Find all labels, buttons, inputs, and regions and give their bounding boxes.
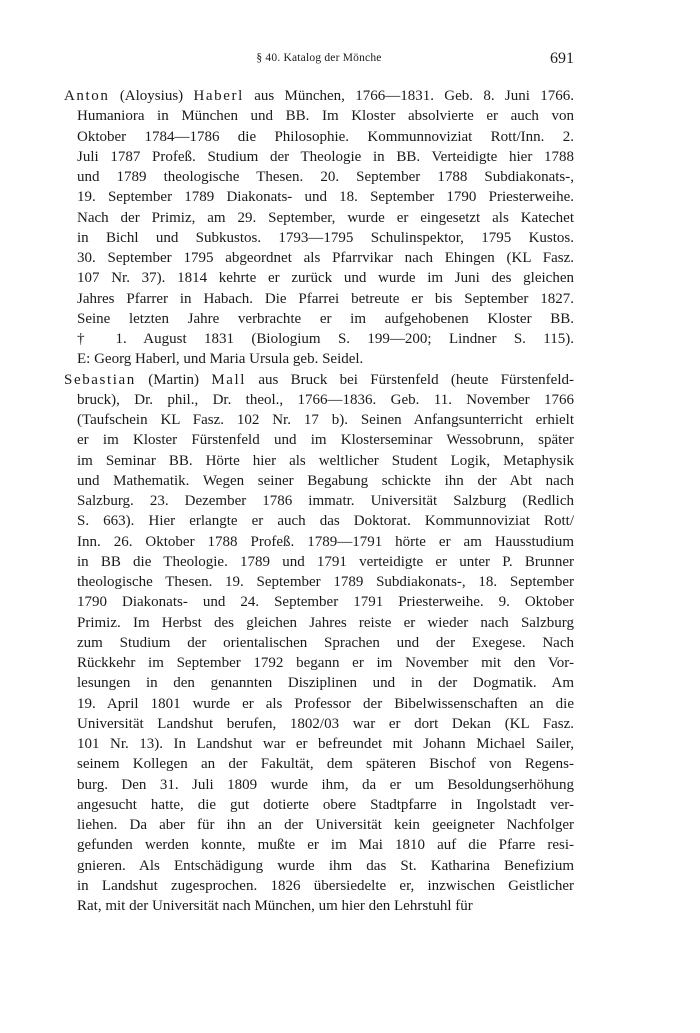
line-text: Jahres Pfarrer in Habach. Die Pfarrei betreute er bis September 1827. [77,290,574,307]
line-text: Salzburg. 23. Dezember 1786 immatr. Universität Salzburg (Redlich [77,493,574,509]
entry-text-line [64,228,574,248]
entry-text-line [64,532,574,552]
entry-text-line [64,410,574,430]
line-text: im Seminar BB. Hörte hier als weltlicher Student Logik, Metaphysik [77,452,574,469]
entry-text-line [64,896,574,916]
line-text: Rat, mit der Universität nach München, um hier den Lehrstuhl für [77,898,473,914]
line-text: theologische Thesen. 19. September 1789 Subdiakonats-, 18. September [77,574,574,590]
line-text: † 1. August 1831 (Biologium S. 199—200; Lindner S. 115). [77,331,574,347]
running-head: § 40. Katalog der Mönche [256,52,382,64]
entry-text-line [64,309,574,329]
entry-text-line [64,552,574,572]
line-text: und Mathematik. Wegen seiner Begabung schickte ihn der Abt nach [77,472,574,489]
line-text: 30. September 1795 abgeordnet als Pfarrvikar nach Ehingen (KL Fasz. [77,250,574,266]
entry-text-line [64,167,574,187]
entry-text-line [64,451,574,471]
entry-text-line [64,876,574,896]
line-text: Humaniora in München und BB. Im Kloster absolvierte er auch von [77,108,574,125]
entry-text-line [64,268,574,288]
entry-text-line [64,815,574,835]
line-text: angesucht hatte, die gut dotierte obere Stadtpfarre in Ingolstadt ver- [77,796,574,813]
line-text: zum Studium der orientalischen Sprachen und der Exegese. Nach [77,634,574,651]
entry-heading-line [64,86,574,106]
body-text [64,86,574,916]
line-text: 101 Nr. 13). In Landshut war er befreundet mit Johann Michael Sailer, [77,736,574,752]
line-text: seinem Kollegen an der Fakultät, dem späteren Bischof von Regens- [77,756,574,773]
line-text: in Bichl und Subkustos. 1793—1795 Schulinspektor, 1795 Kustos. [77,229,574,246]
line-text: (Taufschein KL Fasz. 102 Nr. 17 b). Seinen Anfangsunterricht erhielt [77,412,574,428]
line-text: Primiz. Im Herbst des gleichen Jahres reiste er wieder nach Salzburg [77,614,574,631]
entry-text-line [64,856,574,876]
page-number: 691 [550,50,574,67]
entry-text-line [64,329,574,349]
line-text: 107 Nr. 37). 1814 kehrte er zurück und wurde im Juni des gleichen [77,270,574,287]
entry-text-line [64,775,574,795]
line-text: 19. April 1801 wurde er als Professor der Bibelwissenschaften an die [77,695,574,712]
entry-text-line [64,390,574,410]
line-text: aus München, 1766—1831. Geb. 8. Juni 1766. [243,88,574,104]
line-text: 1790 Diakonats- und 24. September 1791 Priesterweihe. 9. Oktober [77,594,574,611]
entry-text-line [64,835,574,855]
entry-text-line [64,430,574,450]
monk-name: Anton [64,88,110,104]
line-text: Seine letzten Jahre verbrachte er im aufgehobenen Kloster BB. [77,310,574,327]
line-text: E: Georg Haberl, und Maria Ursula geb. Seidel. [77,351,364,368]
entry-text-line [64,208,574,228]
line-text: Juli 1787 Profeß. Studium der Theologie in BB. Verteidigte hier 1788 [77,148,574,165]
line-text: und 1789 theologische Thesen. 20. September 1788 Subdiakonats-, [77,169,574,185]
line-text: in BB die Theologie. 1789 und 1791 verteidigte er unter P. Brunner [77,553,574,570]
entry-text-line [64,471,574,491]
secular-name: (Martin) [135,371,212,388]
entry-text-line [64,754,574,774]
entry-text-line [64,289,574,309]
entry-text-line [64,714,574,734]
secular-name: (Aloysius) [109,88,194,104]
line-text: burg. Den 31. Juli 1809 wurde ihm, da er um Besoldungserhöhung [77,776,574,793]
line-text: Oktober 1784—1786 die Philosophie. Kommunnoviziat Rott/Inn. 2. [77,128,574,145]
entry-heading-line [64,370,574,390]
entry-text-line [64,349,574,369]
line-text: Rückkehr im September 1792 begann er im November mit den Vor- [77,655,574,671]
entry-text-line [64,795,574,815]
line-text: Inn. 26. Oktober 1788 Profeß. 1789—1791 hörte er am Hausstudium [77,533,574,550]
entry-text-line [64,187,574,207]
entry-text-line [64,511,574,531]
line-text: 19. September 1789 Diakonats- und 18. September 1790 Priesterweihe. [77,189,574,206]
entry-text-line [64,613,574,633]
line-text: er im Kloster Fürstenfeld und im Klosterseminar Wessobrunn, später [77,432,574,449]
entry-text-line [64,147,574,167]
entry-text-line [64,491,574,511]
entry-text-line [64,248,574,268]
catalog-entry [64,86,574,370]
monk-name: Sebastian [64,371,136,388]
entry-text-line [64,633,574,653]
catalog-entry [64,370,574,917]
line-text: bruck), Dr. phil., Dr. theol., 1766—1836. Geb. 11. November 1766 [77,391,574,408]
entry-text-line [64,673,574,693]
entry-text-line [64,572,574,592]
line-text: in Landshut zugesprochen. 1826 übersiedelte er, inzwischen Geistlicher [77,877,574,894]
entry-text-line [64,653,574,673]
entry-text-line [64,694,574,714]
monk-surname: Mall [211,371,247,388]
monk-surname: Haberl [193,88,244,104]
line-text: gnieren. Als Entschädigung wurde ihm das St. Katharina Benefizium [77,857,574,874]
page-header [64,52,574,76]
entry-text-line [64,734,574,754]
line-text: Universität Landshut berufen, 1802/03 war er dort Dekan (KL Fasz. [77,715,574,732]
line-text: S. 663). Hier erlangte er auch das Doktorat. Kommunnoviziat Rott/ [77,513,574,530]
line-text: liehen. Da aber für ihn an der Universität kein geeigneter Nachfolger [77,817,574,833]
entry-text-line [64,106,574,126]
line-text: lesungen in den genannten Disziplinen und in der Dogmatik. Am [77,675,574,692]
entry-text-line [64,592,574,612]
line-text: gefunden werden konnte, mußte er im Mai 1810 auf die Pfarre resi- [77,837,574,854]
line-text: aus Bruck bei Fürstenfeld (heute Fürstenfeld- [246,371,574,388]
line-text: Nach der Primiz, am 29. September, wurde er eingesetzt als Katechet [77,209,574,226]
entry-text-line [64,127,574,147]
